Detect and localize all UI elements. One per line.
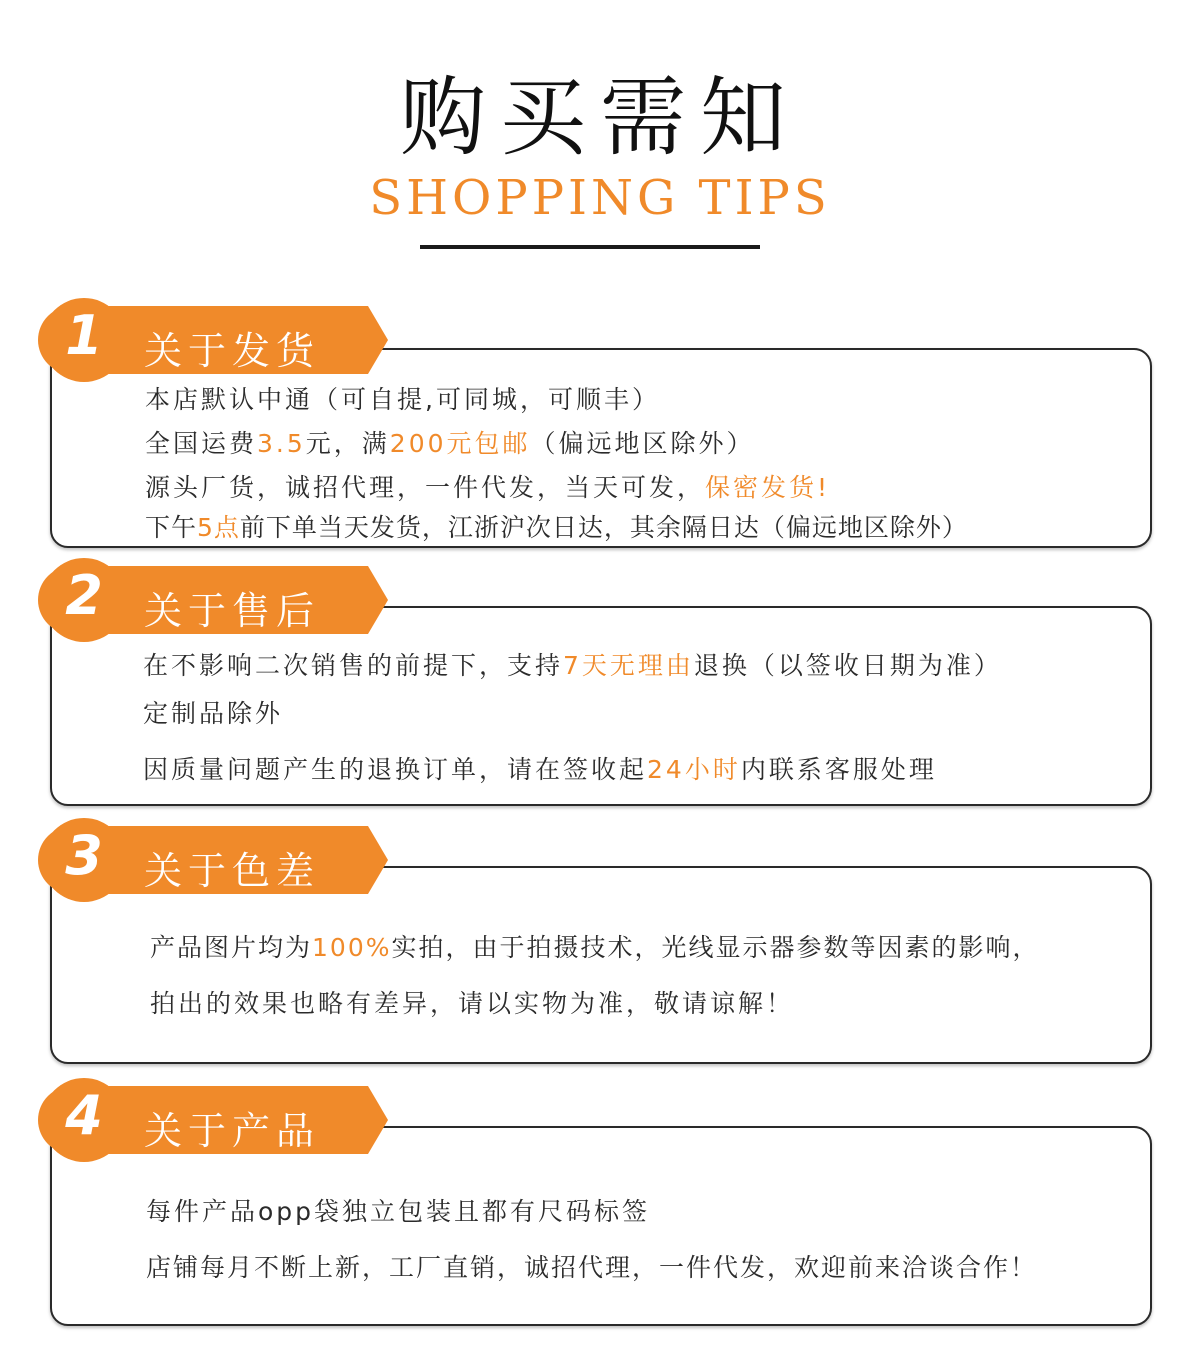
text-segment: 内联系客服处理 xyxy=(740,755,937,784)
highlight-text: 3.5 xyxy=(257,429,306,458)
text-segment: 本店默认中通（可自提,可同城，可顺丰） xyxy=(145,385,660,414)
section-number: 1 xyxy=(65,304,103,367)
text-line xyxy=(143,646,1002,682)
text-segment: 在不影响二次销售的前提下，支持 xyxy=(143,651,564,680)
section-label: 关于色差 xyxy=(144,849,321,893)
text-line xyxy=(145,424,755,460)
text-line xyxy=(150,984,794,1020)
page-subtitle: SHOPPING TIPS xyxy=(369,170,831,226)
text-line xyxy=(145,380,660,416)
text-segment: 元，满 xyxy=(305,429,390,458)
highlight-text: 7天无理由 xyxy=(563,651,694,680)
title-underline xyxy=(420,245,760,249)
highlight-text: 100% xyxy=(312,933,392,962)
text-segment: 实拍，由于拍摄技术，光线显示器参数等因素的影响， xyxy=(391,933,1040,962)
section-tag-shipping xyxy=(32,298,392,382)
section-label: 关于发货 xyxy=(144,329,321,373)
text-segment: 全国运费 xyxy=(145,429,258,458)
text-segment: 产品图片均为 xyxy=(150,933,313,962)
text-line xyxy=(145,508,968,544)
text-line xyxy=(150,928,1040,964)
text-line xyxy=(143,694,283,730)
text-segment: 因质量问题产生的退换订单，请在签收起 xyxy=(143,755,648,784)
highlight-text: 24小时 xyxy=(647,755,741,784)
text-segment: 下午 xyxy=(145,513,198,542)
section-number: 3 xyxy=(65,824,103,887)
highlight-text: 200元包邮 xyxy=(389,429,531,458)
text-segment: 拍出的效果也略有差异，请以实物为准，敬请谅解！ xyxy=(150,989,795,1018)
text-segment: 前下单当天发货，江浙沪次日达，其余隔日达（偏远地区除外） xyxy=(239,513,968,542)
highlight-text: 5点 xyxy=(197,513,240,542)
section-label: 关于产品 xyxy=(144,1109,321,1153)
page-title: 购买需知 xyxy=(400,68,800,168)
section-number: 2 xyxy=(65,564,103,627)
text-line xyxy=(146,1248,1037,1284)
text-segment: （偏远地区除外） xyxy=(530,429,755,458)
text-line xyxy=(145,468,830,504)
section-tag-color-difference xyxy=(32,818,392,902)
text-segment: 每件产品opp袋独立包装且都有尺码标签 xyxy=(146,1197,651,1226)
section-label: 关于售后 xyxy=(144,589,321,633)
section-tag-after-sales xyxy=(32,558,392,642)
section-tag-product xyxy=(32,1078,392,1162)
text-segment: 定制品除外 xyxy=(143,699,284,728)
text-segment: 源头厂货，诚招代理，一件代发，当天可发， xyxy=(145,473,706,502)
text-segment: 店铺每月不断上新，工厂直销，诚招代理，一件代发，欢迎前来洽谈合作！ xyxy=(146,1253,1038,1282)
text-line xyxy=(146,1192,650,1228)
highlight-text: 保密发货! xyxy=(705,473,831,502)
text-line xyxy=(143,750,937,786)
text-segment: 退换（以签收日期为准） xyxy=(693,651,1002,680)
section-number: 4 xyxy=(65,1084,103,1147)
